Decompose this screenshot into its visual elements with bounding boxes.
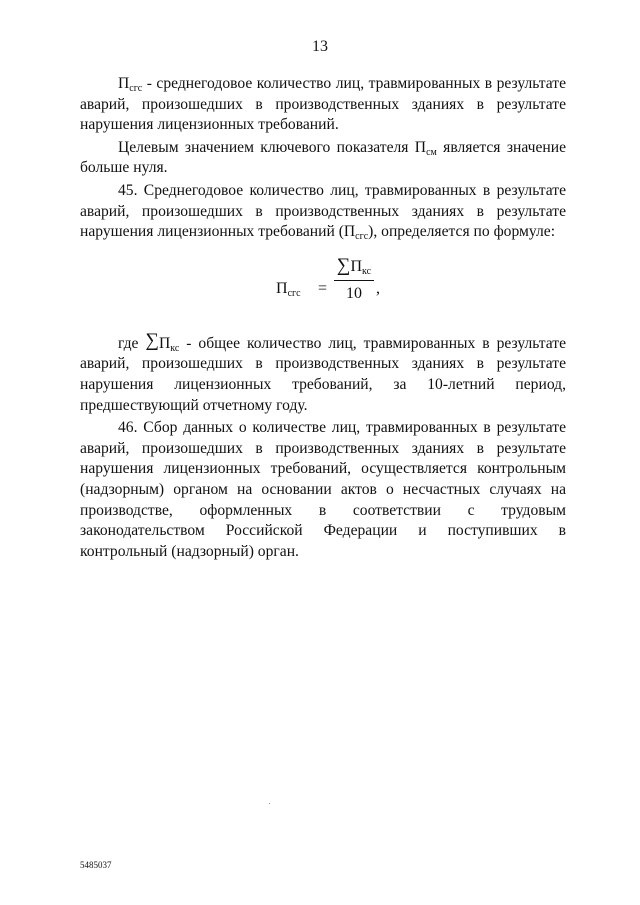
- formula-equals: =: [318, 279, 328, 297]
- symbol-p: П: [118, 75, 130, 92]
- formula-denominator: 10: [346, 284, 362, 302]
- document-code: 5485037: [80, 860, 112, 870]
- formula-numerator: [334, 255, 374, 278]
- subscript: сгс: [287, 287, 301, 299]
- paragraph-where-sum: [80, 331, 566, 416]
- paragraph-text: является значение больше нуля.: [80, 138, 566, 177]
- formula-lhs: [276, 279, 301, 300]
- scan-speck: [269, 803, 270, 804]
- symbol-p: П: [158, 334, 171, 352]
- symbol-p: П: [276, 279, 288, 297]
- paragraph-text: - общее количество лиц, травмированных в результате аварий, произошедших в производственных зданиях в результате нарушения лицензионных требований, за 10-летний период, предшествующий отчетному году.: [80, 334, 566, 414]
- page-number: 13: [312, 38, 328, 55]
- subscript: кс: [362, 265, 372, 277]
- subscript: см: [426, 146, 437, 158]
- paragraph-target-value: [80, 138, 566, 179]
- subscript: сгс: [355, 231, 369, 243]
- symbol-p: П: [350, 257, 363, 275]
- sigma-symbol: ∑: [145, 329, 159, 351]
- paragraph-text: где: [118, 334, 146, 352]
- sigma-symbol: ∑: [336, 254, 351, 276]
- document-body: [80, 74, 566, 562]
- paragraph-text: - среднегодовое количество лиц, травмированных в результате аварий, произошедших в производственных зданиях в результате нарушения лицензионных требований.: [80, 75, 566, 134]
- paragraph-psgs-definition: [80, 74, 566, 136]
- paragraph-text: 45. Среднегодовое количество лиц, травмированных в результате аварий, произошедших в производственных зданиях в результате нарушения лицензионных требований (П: [80, 181, 566, 241]
- formula-fraction: [334, 255, 374, 304]
- formula: [80, 249, 566, 331]
- fraction-line: [334, 280, 374, 281]
- paragraph-46: 46. Сбор данных о количестве лиц, травмированных в результате аварий, произошедших в производственных зданиях в результате нарушения лицензионных требований, осуществляется контрольным (надзорным) органом на основании актов о несчастных случаях на производстве, оформленных в соответствии с трудовым законодательством Российской Федерации и поступивших в контрольный (надзорный) орган.: [80, 419, 566, 560]
- subscript: сгс: [129, 83, 143, 94]
- subscript: кс: [170, 342, 180, 354]
- paragraph-text: ), определяется по формуле:: [368, 223, 556, 241]
- paragraph-text: Целевым значением ключевого показателя П: [118, 138, 427, 156]
- paragraph-45: [80, 181, 566, 243]
- formula-comma: ,: [376, 279, 380, 297]
